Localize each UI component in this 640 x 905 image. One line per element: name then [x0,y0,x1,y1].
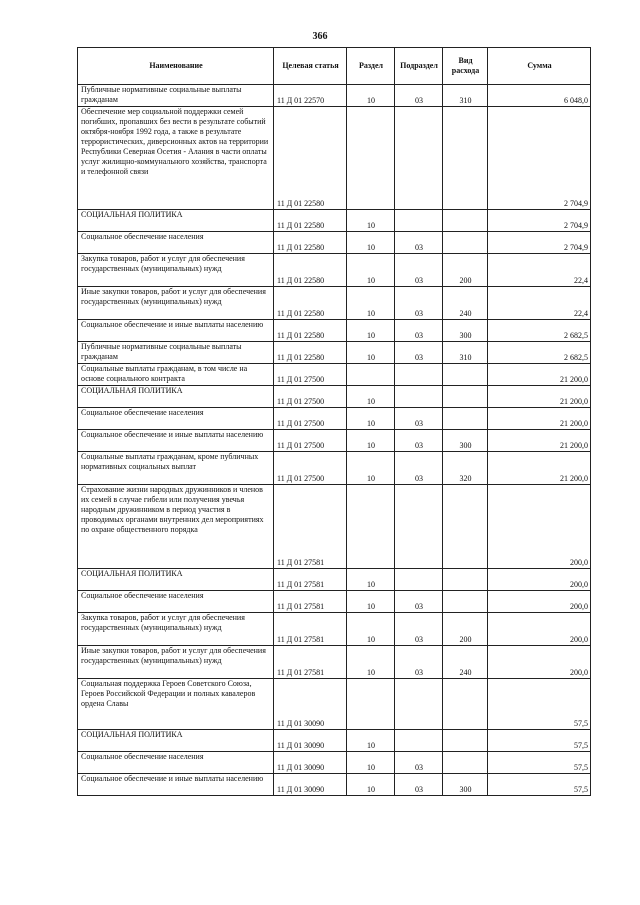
cell-subsection: 03 [395,591,443,613]
cell-section: 10 [347,752,395,774]
cell-amount: 21 200,0 [488,364,591,386]
cell-subsection [395,364,443,386]
cell-section: 10 [347,591,395,613]
cell-code: 11 Д 01 27500 [274,364,347,386]
cell-subsection: 03 [395,774,443,796]
cell-amount: 2 682,5 [488,320,591,342]
cell-subsection [395,107,443,210]
cell-code: 11 Д 01 30090 [274,752,347,774]
page-number: 366 [312,31,328,42]
cell-name: Социальное обеспечение и иные выплаты населению [78,774,274,796]
cell-section: 10 [347,210,395,232]
cell-code: 11 Д 01 22580 [274,107,347,210]
cell-name: Социальное обеспечение и иные выплаты населению [78,430,274,452]
header-amount: Сумма [488,48,591,85]
cell-name: Социальное обеспечение населения [78,232,274,254]
cell-amount: 200,0 [488,613,591,646]
cell-section: 10 [347,254,395,287]
cell-subsection: 03 [395,646,443,679]
cell-amount: 21 200,0 [488,386,591,408]
cell-amount: 200,0 [488,569,591,591]
cell-code: 11 Д 01 27500 [274,452,347,485]
cell-amount: 21 200,0 [488,430,591,452]
cell-expense-type: 310 [443,85,488,107]
cell-code: 11 Д 01 27581 [274,485,347,569]
cell-section [347,485,395,569]
cell-code: 11 Д 01 30090 [274,730,347,752]
cell-subsection: 03 [395,287,443,320]
cell-amount: 21 200,0 [488,452,591,485]
cell-subsection: 03 [395,430,443,452]
header-subsection: Подраздел [395,48,443,85]
cell-expense-type: 200 [443,254,488,287]
table-row [78,774,591,796]
cell-code: 11 Д 01 27581 [274,613,347,646]
cell-expense-type: 310 [443,342,488,364]
cell-subsection [395,210,443,232]
table-row [78,730,591,752]
cell-code: 11 Д 01 22580 [274,210,347,232]
cell-code: 11 Д 01 27500 [274,430,347,452]
table-row [78,320,591,342]
cell-section: 10 [347,408,395,430]
cell-name: Социальное обеспечение населения [78,408,274,430]
cell-code: 11 Д 01 22580 [274,287,347,320]
table-row [78,646,591,679]
cell-name: Социальная поддержка Героев Советского Союза, Героев Российской Федерации и полных кавалеров ордена Славы [78,679,274,730]
cell-expense-type [443,591,488,613]
cell-expense-type: 240 [443,287,488,320]
cell-amount: 2 704,9 [488,107,591,210]
cell-section: 10 [347,320,395,342]
cell-amount: 57,5 [488,730,591,752]
cell-name: Социальное обеспечение и иные выплаты населению [78,320,274,342]
cell-code: 11 Д 01 22580 [274,320,347,342]
cell-name: Социальное обеспечение населения [78,591,274,613]
cell-name: СОЦИАЛЬНАЯ ПОЛИТИКА [78,386,274,408]
cell-name: Иные закупки товаров, работ и услуг для обеспечения государственных (муниципальных) нужд [78,646,274,679]
cell-section [347,107,395,210]
table-row [78,679,591,730]
cell-name: СОЦИАЛЬНАЯ ПОЛИТИКА [78,569,274,591]
cell-amount: 6 048,0 [488,85,591,107]
cell-name: Социальное обеспечение населения [78,752,274,774]
cell-amount: 200,0 [488,591,591,613]
cell-section: 10 [347,342,395,364]
cell-name: Иные закупки товаров, работ и услуг для обеспечения государственных (муниципальных) нужд [78,287,274,320]
cell-section: 10 [347,85,395,107]
cell-code: 11 Д 01 27581 [274,569,347,591]
table-row [78,452,591,485]
cell-name: Социальные выплаты гражданам, кроме публичных нормативных социальных выплат [78,452,274,485]
cell-code: 11 Д 01 27500 [274,408,347,430]
cell-subsection [395,569,443,591]
cell-section: 10 [347,287,395,320]
table-row [78,752,591,774]
cell-code: 11 Д 01 30090 [274,774,347,796]
cell-expense-type [443,569,488,591]
table-header-row [78,48,591,85]
cell-subsection [395,679,443,730]
cell-amount: 2 704,9 [488,232,591,254]
cell-code: 11 Д 01 27581 [274,646,347,679]
cell-expense-type [443,485,488,569]
table-row [78,485,591,569]
cell-section [347,364,395,386]
table-row [78,342,591,364]
cell-expense-type [443,386,488,408]
cell-subsection [395,485,443,569]
cell-code: 11 Д 01 22580 [274,254,347,287]
header-name: Наименование [78,48,274,85]
table-row [78,408,591,430]
cell-amount: 2 682,5 [488,342,591,364]
budget-table [77,47,591,796]
header-section: Раздел [347,48,395,85]
header-expense-type: Вид расхода [443,48,488,85]
table-row [78,430,591,452]
cell-amount: 57,5 [488,752,591,774]
cell-amount: 2 704,9 [488,210,591,232]
cell-code: 11 Д 01 27581 [274,591,347,613]
cell-section: 10 [347,613,395,646]
cell-subsection: 03 [395,232,443,254]
cell-expense-type [443,408,488,430]
cell-section: 10 [347,430,395,452]
cell-subsection [395,730,443,752]
header-code: Целевая статья [274,48,347,85]
table-row [78,364,591,386]
cell-section: 10 [347,646,395,679]
cell-expense-type: 300 [443,774,488,796]
cell-name: Страхование жизни народных дружинников и членов их семей в случае гибели или получения увечья народным дружинником в период участия в проводимых органами внутренних дел мероприятиях по охране общественного порядка [78,485,274,569]
cell-expense-type: 300 [443,320,488,342]
cell-subsection: 03 [395,254,443,287]
cell-name: СОЦИАЛЬНАЯ ПОЛИТИКА [78,210,274,232]
cell-expense-type [443,752,488,774]
table-row [78,254,591,287]
cell-name: СОЦИАЛЬНАЯ ПОЛИТИКА [78,730,274,752]
cell-code: 11 Д 01 30090 [274,679,347,730]
cell-expense-type: 300 [443,430,488,452]
table-row [78,591,591,613]
cell-amount: 200,0 [488,485,591,569]
cell-expense-type [443,210,488,232]
cell-code: 11 Д 01 22580 [274,232,347,254]
cell-section: 10 [347,730,395,752]
cell-section: 10 [347,569,395,591]
cell-code: 11 Д 01 22570 [274,85,347,107]
cell-expense-type [443,730,488,752]
cell-expense-type: 320 [443,452,488,485]
cell-subsection: 03 [395,752,443,774]
cell-subsection: 03 [395,452,443,485]
cell-subsection: 03 [395,613,443,646]
cell-name: Закупка товаров, работ и услуг для обеспечения государственных (муниципальных) нужд [78,254,274,287]
cell-expense-type: 200 [443,613,488,646]
cell-expense-type: 240 [443,646,488,679]
cell-name: Публичные нормативные социальные выплаты гражданам [78,342,274,364]
cell-amount: 200,0 [488,646,591,679]
cell-section [347,679,395,730]
cell-subsection: 03 [395,320,443,342]
table-row [78,569,591,591]
cell-expense-type [443,232,488,254]
table-row [78,85,591,107]
cell-amount: 57,5 [488,679,591,730]
cell-subsection: 03 [395,342,443,364]
cell-subsection: 03 [395,85,443,107]
table-body [78,85,591,796]
cell-amount: 21 200,0 [488,408,591,430]
cell-section: 10 [347,386,395,408]
table-row [78,210,591,232]
cell-name: Социальные выплаты гражданам, в том числе на основе социального контракта [78,364,274,386]
cell-amount: 57,5 [488,774,591,796]
table-row [78,232,591,254]
cell-name: Обеспечение мер социальной поддержки семей погибших, пропавших без вести в результате событий октября-ноября 1992 года, а также в результате террористических, диверсионных актов на территории Республики Северная Осетия - Алания в части оплаты услуг жилищно-коммунального хозяйства, транспорта и телефонной связи [78,107,274,210]
table-row [78,386,591,408]
cell-expense-type [443,679,488,730]
cell-amount: 22,4 [488,254,591,287]
cell-name: Публичные нормативные социальные выплаты гражданам [78,85,274,107]
cell-code: 11 Д 01 22580 [274,342,347,364]
cell-code: 11 Д 01 27500 [274,386,347,408]
table-row [78,107,591,210]
cell-amount: 22,4 [488,287,591,320]
cell-section: 10 [347,232,395,254]
cell-subsection [395,386,443,408]
cell-section: 10 [347,774,395,796]
cell-section: 10 [347,452,395,485]
cell-subsection: 03 [395,408,443,430]
cell-expense-type [443,107,488,210]
cell-expense-type [443,364,488,386]
table-row [78,613,591,646]
cell-name: Закупка товаров, работ и услуг для обеспечения государственных (муниципальных) нужд [78,613,274,646]
table-row [78,287,591,320]
